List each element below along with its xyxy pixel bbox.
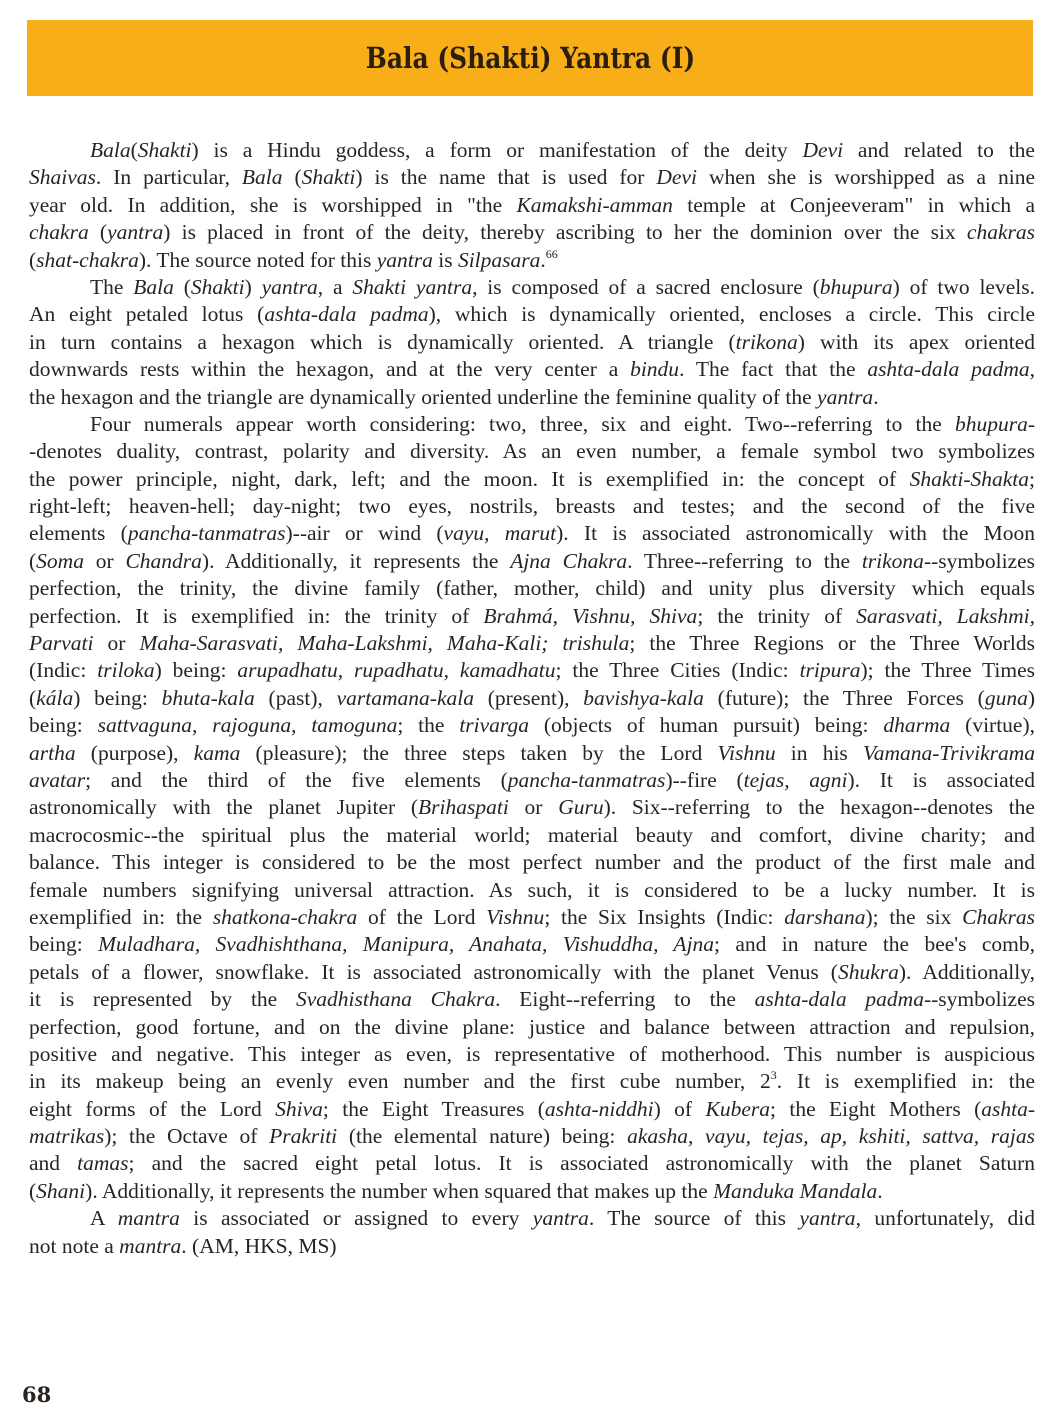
text-run: --symbolizes [923, 548, 1035, 573]
text-run: ) [244, 274, 262, 299]
text-line [29, 767, 1035, 794]
italic-term: Shakti-Shakta [909, 466, 1030, 491]
italic-term: Muladhara, Svadhishthana, Manipura, Anahata, Vishuddha, Ajna [98, 932, 715, 957]
italic-term: Devi [656, 165, 697, 190]
text-run: ) with its apex oriented [797, 329, 1035, 354]
text-run: . It is exemplified in: the [776, 1069, 1035, 1094]
text-run: --symbolizes [923, 987, 1036, 1012]
text-line [29, 164, 1035, 191]
text-run: positive and negative. This integer as even, is representative of motherhood. This number is auspicious [29, 1041, 1035, 1066]
text-run: in turn contains a hexagon which is dynamically oriented. A triangle ( [29, 329, 736, 354]
text-run: An eight petaled lotus ( [29, 302, 265, 327]
text-line [29, 986, 1035, 1013]
text-line [29, 1178, 1035, 1205]
text-run: ) being: [73, 685, 162, 710]
text-run: (future); the Three Forces ( [703, 685, 985, 710]
italic-term: Vamana-Trivikrama [863, 740, 1035, 765]
italic-term: Kubera [705, 1096, 770, 1121]
text-line [29, 712, 1035, 739]
text-run: ) is the name that is used for [355, 165, 657, 190]
text-run: . [873, 384, 879, 409]
text-run: in its makeup being an evenly even number and the first cube number, 2 [29, 1069, 771, 1094]
text-run: A [90, 1206, 118, 1231]
italic-term: Vishnu [486, 904, 545, 929]
text-run: , is composed of a sacred enclosure ( [472, 274, 820, 299]
text-run: ( [88, 220, 108, 245]
text-run: (Indic: [29, 658, 98, 683]
italic-term: sattvaguna, rajoguna, tamoguna [97, 713, 398, 738]
text-run: , a [317, 274, 353, 299]
text-run: . Eight--referring to the [495, 987, 755, 1012]
text-run: ; [1029, 466, 1035, 491]
italic-term: Prakriti [269, 1124, 338, 1149]
italic-term: Shaivas [29, 165, 96, 190]
text-line [29, 630, 1035, 657]
text-run: Four numerals appear worth considering: two, three, six and eight. Two--referring to the [90, 411, 955, 436]
text-run: female numbers signifying universal attraction. As such, it is considered to be a lucky number. It is [29, 877, 1035, 902]
text-run: petals of a flower, snowflake. It is associated astronomically with the planet Venus ( [29, 959, 838, 984]
text-run: (the elemental nature) being: [337, 1124, 628, 1149]
text-run: . Three--referring to the [627, 548, 862, 573]
italic-term: ashta-niddhi [544, 1096, 654, 1121]
italic-term: chakra [29, 220, 89, 245]
text-run: balance. This integer is considered to be the most perfect number and the product of the first male and [29, 850, 1035, 875]
italic-term: bhupura [819, 274, 893, 299]
text-run: ( [29, 685, 37, 710]
text-run: . [540, 247, 546, 272]
text-run: ( [282, 165, 302, 190]
text-run: ) of [653, 1096, 706, 1121]
text-run: , unfortunately, did [855, 1206, 1036, 1231]
page-number: 68 [22, 1382, 52, 1407]
text-run: the power principle, night, dark, left; and the moon. It is exemplified in: the concept of [29, 466, 910, 491]
text-run: and [29, 1151, 78, 1176]
text-run: (past), [254, 685, 337, 710]
italic-term: tripura [799, 658, 861, 683]
text-line [29, 931, 1035, 958]
text-run: being: [29, 932, 99, 957]
italic-term: akasha, vayu, tejas, ap, kshiti, sattva, rajas [627, 1124, 1036, 1149]
italic-term: Chakras [962, 904, 1035, 929]
italic-term: tamas [77, 1151, 129, 1176]
text-line [29, 411, 1035, 438]
text-run: or [93, 631, 140, 656]
italic-term: shat-chakra [36, 247, 139, 272]
text-line [29, 1068, 1035, 1095]
text-run: right-left; heaven-hell; day-night; two eyes, nostrils, breasts and testes; and the second of the five [29, 494, 1035, 519]
text-line [29, 794, 1035, 821]
italic-term: arupadhatu, rupadhatu, kamadhatu [237, 658, 556, 683]
italic-term: Silpasara [457, 247, 541, 272]
text-run: (objects of human pursuit) being: [529, 713, 884, 738]
text-run: . (AM, HKS, MS) [181, 1233, 337, 1258]
italic-term: Shani [36, 1178, 86, 1203]
italic-term: chakras [966, 220, 1035, 245]
text-line [29, 1233, 1035, 1260]
italic-term: yantra [107, 220, 164, 245]
italic-term: vayu, marut [443, 521, 557, 546]
text-run: (pleasure); the three steps taken by the Lord [240, 740, 718, 765]
text-run: ; the Six Insights (Indic: [544, 904, 785, 929]
text-run: ; and in nature the bee's comb, [714, 932, 1035, 957]
text-line [29, 740, 1035, 767]
italic-term: Shukra [837, 959, 899, 984]
text-run: ), which is dynamically oriented, encloses a circle. This circle [428, 302, 1035, 327]
text-run: ); the Octave of [104, 1124, 270, 1149]
text-run: )--fire ( [665, 767, 744, 792]
text-run: ; and the sacred eight petal lotus. It is associated astronomically with the planet Saturn [128, 1151, 1035, 1176]
text-run: or [83, 548, 126, 573]
text-run: . The source of this [588, 1206, 800, 1231]
italic-term: bindu [630, 357, 680, 382]
superscript: 66 [545, 246, 558, 261]
body-text [29, 137, 1035, 1260]
italic-term: pancha-tanmatras [507, 767, 666, 792]
text-run: -denotes duality, contrast, polarity and diversity. As an even number, a female symbol two symbolizes [29, 439, 1035, 464]
text-line [29, 137, 1035, 164]
italic-term: Vishnu [717, 740, 776, 765]
text-run: ). Six--referring to the hexagon--denotes the [603, 795, 1035, 820]
text-run: astronomically with the planet Jupiter ( [29, 795, 419, 820]
text-run: of the Lord [357, 904, 487, 929]
text-run: ; the Three Cities (Indic: [555, 658, 800, 683]
italic-term: Kamakshi-amman [516, 192, 673, 217]
italic-term: ashta-dala padma [264, 302, 429, 327]
text-line [29, 849, 1035, 876]
text-line [29, 301, 1035, 328]
text-run: . The fact that the [679, 357, 868, 382]
italic-term: guna [984, 685, 1028, 710]
italic-term: ashta-dala padma [867, 357, 1030, 382]
text-run: it is represented by the [29, 987, 296, 1012]
text-run: being: [29, 713, 98, 738]
italic-term: bhupura [954, 411, 1028, 436]
italic-term: mantra [117, 1206, 180, 1231]
italic-term: yantra [799, 1206, 856, 1231]
italic-term: Shakti [301, 165, 356, 190]
italic-term: Bala [133, 274, 174, 299]
text-run: ) is placed in front of the deity, thereby ascribing to her the dominion over the six [163, 220, 967, 245]
italic-term: yantra [532, 1206, 589, 1231]
italic-term: dharma [883, 713, 951, 738]
italic-term: shatkona-chakra [212, 904, 358, 929]
text-run: is associated or assigned to every [179, 1206, 533, 1231]
text-line [29, 219, 1035, 246]
italic-term: trikona [735, 329, 798, 354]
italic-term: Shakti [190, 274, 245, 299]
italic-term: ashta- [981, 1096, 1035, 1121]
text-run: perfection, good fortune, and on the divine plane: justice and balance between attraction and repulsion, [29, 1014, 1035, 1039]
text-run: ( [29, 548, 37, 573]
text-line [29, 1041, 1035, 1068]
italic-term: kála [36, 685, 74, 710]
text-run: ) being: [154, 658, 238, 683]
text-run: downwards rests within the hexagon, and at the very center a [29, 357, 631, 382]
italic-term: Ajna Chakra [510, 548, 628, 573]
text-run: perfection, the trinity, the divine family (father, mother, child) and unity plus diversity which equals [29, 576, 1035, 601]
text-run: ). The source noted for this [138, 247, 377, 272]
text-run: ; the Eight Treasures ( [322, 1096, 545, 1121]
italic-term: Shakti yantra [352, 274, 473, 299]
text-line [29, 822, 1035, 849]
text-line [29, 1123, 1035, 1150]
text-line [29, 329, 1035, 356]
text-run: and related to the [843, 138, 1035, 162]
italic-term: mantra [119, 1233, 182, 1258]
italic-term: matrikas [29, 1124, 105, 1149]
text-line [29, 356, 1035, 383]
italic-term: avatar [29, 767, 86, 792]
italic-term: Soma [36, 548, 84, 573]
text-line [29, 466, 1035, 493]
italic-term: Brahmá, Vishnu, Shiva [483, 603, 698, 628]
text-line [29, 384, 1035, 411]
text-line [29, 685, 1035, 712]
italic-term: Brihaspati [418, 795, 509, 820]
superscript: 3 [770, 1068, 777, 1083]
text-line [29, 1205, 1035, 1232]
italic-term: Bala [90, 138, 131, 162]
italic-term: yantra [376, 247, 433, 272]
text-run: ) of two levels. [892, 274, 1035, 299]
italic-term: Parvati [29, 631, 94, 656]
text-line [29, 520, 1035, 547]
text-line [29, 603, 1035, 630]
text-run: ) [1027, 685, 1035, 710]
text-run: ( [29, 247, 37, 272]
text-run: (present), [473, 685, 584, 710]
italic-term: Bala [241, 165, 283, 190]
page-title: Bala (Shakti) Yantra (I) [365, 41, 695, 75]
text-run: temple at Conjeeveram" in which a [672, 192, 1035, 217]
text-run: macrocosmic--the spiritual plus the material world; material beauty and comfort, divine charity; and [29, 822, 1035, 847]
italic-term: Devi [802, 138, 844, 162]
text-run: ( [29, 1178, 37, 1203]
text-run: The [90, 274, 134, 299]
text-line [29, 877, 1035, 904]
text-line [29, 1014, 1035, 1041]
text-run: year old. In addition, she is worshipped in "the [29, 192, 517, 217]
italic-term: kama [193, 740, 241, 765]
text-run: ; the Eight Mothers ( [770, 1096, 982, 1121]
title-banner [27, 20, 1033, 96]
text-line [29, 1150, 1035, 1177]
text-run: )--air or wind ( [285, 521, 444, 546]
text-run: ( [173, 274, 191, 299]
text-run: elements ( [29, 521, 128, 546]
text-run: ( [130, 138, 138, 162]
text-line [29, 247, 1035, 274]
italic-term: bhuta-kala [161, 685, 255, 710]
italic-term: artha [29, 740, 76, 765]
italic-term: Shiva [275, 1096, 323, 1121]
italic-term: tejas, agni [743, 767, 848, 792]
italic-term: Chandra [125, 548, 202, 573]
text-run: perfection. It is exemplified in: the trinity of [29, 603, 484, 628]
italic-term: Manduka Mandala [713, 1178, 878, 1203]
italic-term: yantra [817, 384, 874, 409]
italic-term: yantra [261, 274, 318, 299]
text-run: ; the [397, 713, 460, 738]
italic-term: Svadhisthana Chakra [295, 987, 496, 1012]
text-line [29, 1096, 1035, 1123]
text-line [29, 575, 1035, 602]
text-run: exemplified in: the [29, 904, 213, 929]
text-line [29, 959, 1035, 986]
text-run: ; the trinity of [697, 603, 857, 628]
text-run: eight forms of the Lord [29, 1096, 276, 1121]
text-run: ). Additionally, it represents the [201, 548, 511, 573]
italic-term: trivarga [459, 713, 530, 738]
text-line [29, 438, 1035, 465]
text-line [29, 657, 1035, 684]
text-line [29, 904, 1035, 931]
italic-term: Sarasvati, Lakshmi, [856, 603, 1036, 628]
text-run: in his [775, 740, 863, 765]
text-run: (purpose), [75, 740, 194, 765]
italic-term: darshana [784, 904, 866, 929]
text-run: ). Additionally, it represents the number when squared that makes up the [85, 1178, 714, 1203]
text-line [29, 493, 1035, 520]
text-run: ). Additionally, [898, 959, 1035, 984]
text-line [29, 548, 1035, 575]
text-run: ) is a Hindu goddess, a form or manifestation of the deity [191, 138, 803, 162]
italic-term: Maha-Sarasvati, Maha-Lakshmi, Maha-Kali; trishula [139, 631, 630, 656]
text-run: not note a [29, 1233, 120, 1258]
text-run: ; and the third of the five elements ( [85, 767, 508, 792]
italic-term: bavishya-kala [583, 685, 704, 710]
italic-term: vartamana-kala [336, 685, 474, 710]
text-run: ). It is associated astronomically with the Moon [556, 521, 1035, 546]
text-run: or [508, 795, 559, 820]
italic-term: triloka [97, 658, 155, 683]
italic-term: trikona [861, 548, 924, 573]
text-run: (virtue), [950, 713, 1035, 738]
italic-term: ashta-dala padma [754, 987, 924, 1012]
text-run: ); the Three Times [860, 658, 1036, 683]
text-run: the hexagon and the triangle are dynamically oriented underline the feminine quality of the [29, 384, 818, 409]
text-run: . [877, 1178, 883, 1203]
italic-term: Shakti [137, 138, 192, 162]
text-run: , [1029, 357, 1036, 382]
text-run: is [432, 247, 458, 272]
text-line [29, 192, 1035, 219]
text-run: ). It is associated [847, 767, 1035, 792]
text-run: ; the Three Regions or the Three Worlds [629, 631, 1035, 656]
text-run: ); the six [865, 904, 963, 929]
text-line [29, 274, 1035, 301]
text-run: . In particular, [95, 165, 242, 190]
text-run: - [1027, 411, 1035, 436]
text-run: when she is worshipped as a nine [697, 165, 1036, 190]
italic-term: Guru [558, 795, 604, 820]
italic-term: pancha-tanmatras [127, 521, 286, 546]
